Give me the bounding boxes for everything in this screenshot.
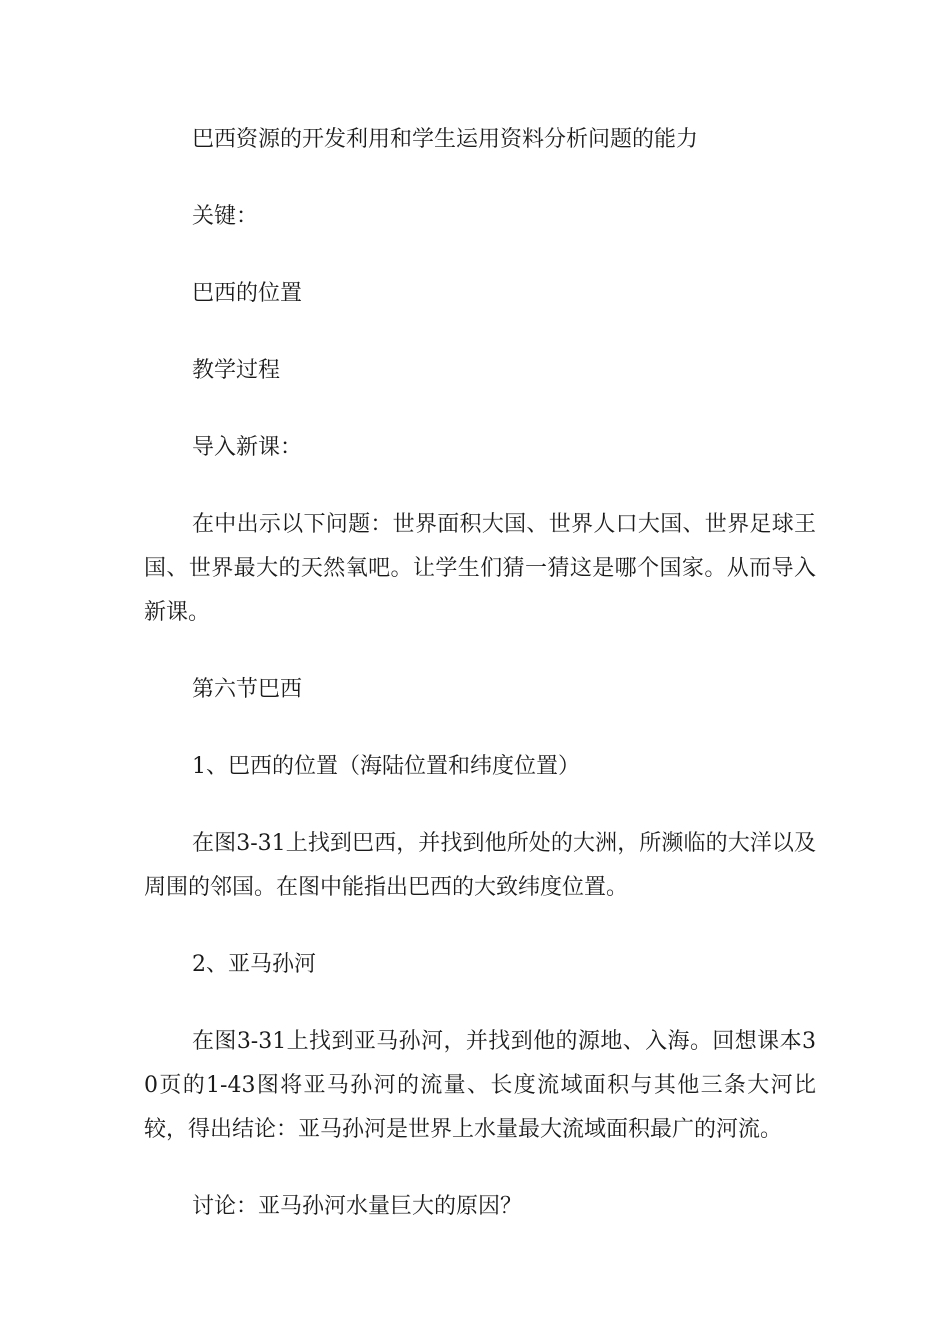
paragraph-key-heading: 关键： xyxy=(192,204,259,229)
paragraph-intro-heading: 导入新课： xyxy=(192,435,303,460)
paragraph-amazon-heading: 2、亚马孙河 xyxy=(192,952,316,977)
paragraph-section-title: 第六节巴西 xyxy=(192,677,303,702)
paragraph-intro-text: 在中出示以下问题：世界面积大国、世界人口大国、世界足球王国、世界最大的天然氧吧。让学生们猜一猜这是哪个国家。从而导入新课。 xyxy=(144,512,816,625)
paragraph-location-text: 在图3-31上找到巴西，并找到他所处的大洲，所濒临的大洋以及周围的邻国。在图中能指出巴西的大致纬度位置。 xyxy=(144,831,816,900)
paragraph-location-heading: 1、巴西的位置（海陆位置和纬度位置） xyxy=(192,754,580,779)
paragraph-key-point: 巴西的位置 xyxy=(192,281,303,306)
paragraph-process-heading: 教学过程 xyxy=(192,358,281,383)
paragraph-goal: 巴西资源的开发利用和学生运用资料分析问题的能力 xyxy=(192,127,699,152)
paragraph-discussion: 讨论：亚马孙河水量巨大的原因？ xyxy=(192,1194,523,1219)
document-body xyxy=(144,118,816,1262)
paragraph-amazon-text: 在图3-31上找到亚马孙河，并找到他的源地、入海。回想课本30页的1-43图将亚马孙河的流量、长度流域面积与其他三条大河比较，得出结论：亚马孙河是世界上水量最大流域面积最广的河流。 xyxy=(144,1029,816,1142)
